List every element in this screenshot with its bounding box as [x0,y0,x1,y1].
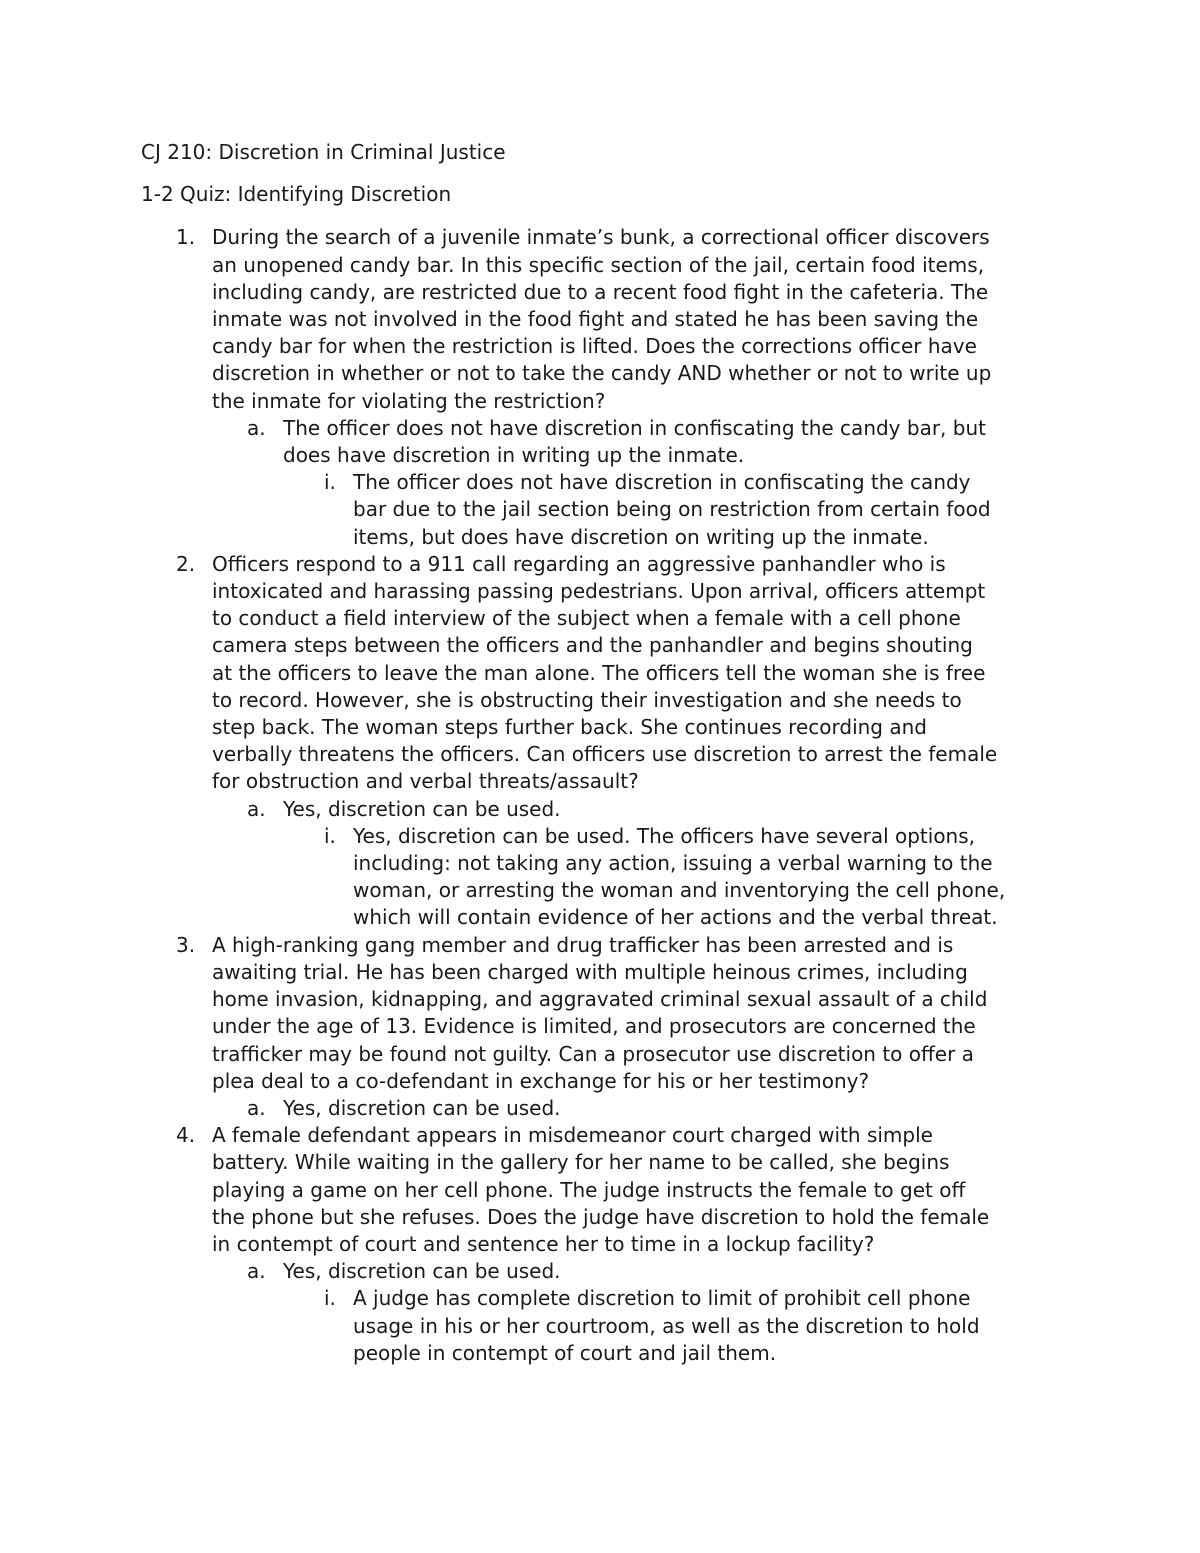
question-text-line: discretion in whether or not to take the candy AND whether or not to write up [212,361,992,386]
explanation-text-line: The officer does not have discretion in confiscating the candy [353,470,971,495]
question-text-line: at the officers to leave the man alone. The officers tell the woman she is free [212,660,986,685]
question-text-line: to record. However, she is obstructing their investigation and she needs to [212,687,962,712]
question-number: 4. [176,1123,196,1148]
question-text-line: under the age of 13. Evidence is limited, and prosecutors are concerned the [212,1014,976,1039]
answer-letter: a. [247,415,266,440]
question-text-line: the inmate for violating the restriction? [212,388,606,413]
explanation-text-line: people in contempt of court and jail them. [353,1340,777,1365]
question-2 [141,551,1071,796]
question-text-line: Officers respond to a 911 call regarding an aggressive panhandler who is [212,551,946,576]
answer-letter: a. [247,1259,266,1284]
question-text-line: an unopened candy bar. In this specific section of the jail, certain food items, [212,252,985,277]
question-list [141,224,1071,1367]
answer-3 [141,1095,1071,1122]
explanation-text-line: items, but does have discretion on writing up the inmate. [353,524,929,549]
quiz-title: 1-2 Quiz: Identifying Discretion [141,182,452,207]
explanation-text-line: including: not taking any action, issuing a verbal warning to the [353,851,993,876]
question-text-line: intoxicated and harassing passing pedestrians. Upon arrival, officers attempt [212,579,986,604]
explanation-text-line: which will contain evidence of her actions and the verbal threat. [353,905,998,930]
question-text-line: battery. While waiting in the gallery for her name to be called, she begins [212,1150,950,1175]
answer-4 [141,1258,1071,1285]
question-text-line: verbally threatens the officers. Can officers use discretion to arrest the female [212,742,998,767]
question-4 [141,1122,1071,1258]
question-3 [141,932,1071,1095]
question-number: 3. [176,932,196,957]
explanation-1 [141,469,1071,551]
explanation-2 [141,823,1071,932]
question-text-line: for obstruction and verbal threats/assault? [212,769,639,794]
course-title: CJ 210: Discretion in Criminal Justice [141,140,506,164]
answer-letter: a. [247,1095,266,1120]
question-text-line: awaiting trial. He has been charged with multiple heinous crimes, including [212,959,968,984]
question-text-line: inmate was not involved in the food fight and stated he has been saving the [212,307,979,332]
explanation-4 [141,1285,1071,1367]
answer-text-line: Yes, discretion can be used. [283,796,561,821]
question-1 [141,224,1071,414]
explanation-numeral: i. [324,1286,336,1311]
question-text-line: step back. The woman steps further back. She continues recording and [212,715,927,740]
question-text-line: A high-ranking gang member and drug trafficker has been arrested and is [212,932,954,957]
question-text-line: candy bar for when the restriction is lifted. Does the corrections officer have [212,334,977,359]
answer-text-line: does have discretion in writing up the inmate. [283,443,745,468]
explanation-text-line: A judge has complete discretion to limit of prohibit cell phone [353,1286,971,1311]
explanation-text-line: woman, or arresting the woman and inventorying the cell phone, [353,878,1006,903]
answer-1 [141,415,1071,469]
explanation-text-line: usage in his or her courtroom, as well as the discretion to hold [353,1313,980,1338]
answer-text-line: Yes, discretion can be used. [283,1095,561,1120]
question-text-line: A female defendant appears in misdemeanor court charged with simple [212,1123,933,1148]
question-text-line: home invasion, kidnapping, and aggravated criminal sexual assault of a child [212,987,988,1012]
question-text-line: the phone but she refuses. Does the judge have discretion to hold the female [212,1204,990,1229]
question-text-line: playing a game on her cell phone. The judge instructs the female to get off [212,1177,966,1202]
question-text-line: trafficker may be found not guilty. Can a prosecutor use discretion to offer a [212,1041,974,1066]
answer-text-line: Yes, discretion can be used. [283,1259,561,1284]
explanation-numeral: i. [324,823,336,848]
question-text-line: plea deal to a co-defendant in exchange for his or her testimony? [212,1068,870,1093]
explanation-numeral: i. [324,470,336,495]
answer-letter: a. [247,796,266,821]
question-number: 1. [176,225,196,250]
answer-2 [141,796,1071,823]
explanation-text-line: Yes, discretion can be used. The officers have several options, [353,823,976,848]
question-text-line: to conduct a field interview of the subject when a female with a cell phone [212,606,961,631]
question-text-line: During the search of a juvenile inmate’s bunk, a correctional officer discovers [212,225,990,250]
document-page [141,139,1071,1367]
question-text-line: including candy, are restricted due to a recent food fight in the cafeteria. The [212,279,989,304]
question-number: 2. [176,551,196,576]
answer-text-line: The officer does not have discretion in confiscating the candy bar, but [283,415,986,440]
question-text-line: camera steps between the officers and the panhandler and begins shouting [212,633,973,658]
explanation-text-line: bar due to the jail section being on restriction from certain food [353,497,991,522]
question-text-line: in contempt of court and sentence her to time in a lockup facility? [212,1231,875,1256]
